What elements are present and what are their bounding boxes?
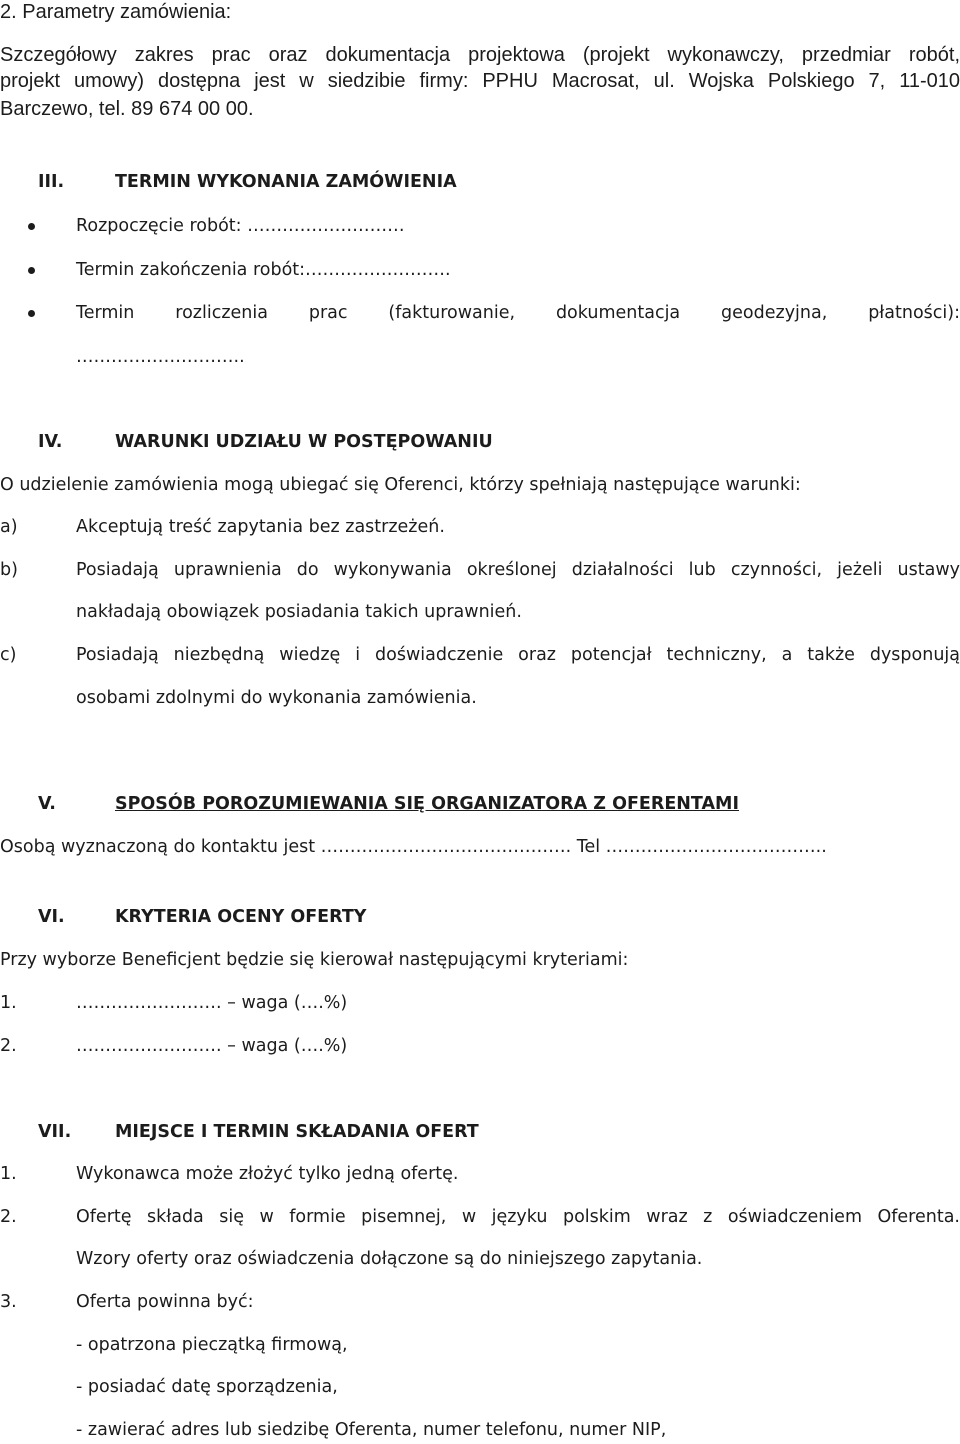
section-2-paragraph-line: Barczewo, tel. 89 674 00 00. [0, 98, 254, 120]
section-title: MIEJSCE I TERMIN SKŁADANIA OFERT [115, 1122, 479, 1142]
list-item-continuation: ……………………….. [76, 347, 245, 367]
condition-item-continuation: nakładają obowiązek posiadania takich uprawnień. [76, 602, 522, 622]
item-label: a) [0, 517, 18, 537]
item-number: 1. [0, 993, 17, 1013]
item-number: 2. [0, 1036, 17, 1056]
section-number: IV. [38, 432, 63, 452]
section-number: III. [38, 172, 65, 192]
section-2-heading: 2. Parametry zamówienia: [0, 1, 232, 23]
section-number: V. [38, 794, 56, 814]
item-number: 3. [0, 1292, 17, 1312]
section-title: WARUNKI UDZIAŁU W POSTĘPOWANIU [115, 432, 493, 452]
offer-rule-continuation: Wzory oferty oraz oświadczenia dołączone są do niniejszego zapytania. [76, 1249, 703, 1269]
item-number: 1. [0, 1164, 17, 1184]
section-number: VII. [38, 1122, 72, 1142]
item-number: 2. [0, 1207, 17, 1227]
section-title: SPOSÓB POROZUMIEWANIA SIĘ ORGANIZATORA Z OFERENTAMI [115, 794, 739, 814]
section-2-paragraph-line: Szczegółowy zakres prac oraz dokumentacja projektowa (projekt wykonawczy, przedmiar robót, [0, 44, 960, 66]
bullet-icon [28, 310, 35, 317]
condition-item-continuation: osobami zdolnymi do wykonania zamówienia. [76, 688, 477, 708]
section-2-paragraph-line: projekt umowy) dostępna jest w siedzibie firmy: PPHU Macrosat, ul. Wojska Polskiego 7, 11-010 [0, 70, 960, 92]
bullet-icon [28, 223, 35, 230]
offer-requirement-item: - zawierać adres lub siedzibę Oferenta, numer telefonu, numer NIP, [76, 1420, 667, 1440]
contact-line: Osobą wyznaczoną do kontaktu jest ……………………………………. Tel ……………………………….. [0, 837, 827, 857]
bullet-icon [28, 267, 35, 274]
section-6-intro: Przy wyborze Beneficjent będzie się kierował następującymi kryteriami: [0, 950, 629, 970]
offer-requirement-item: - posiadać datę sporządzenia, [76, 1377, 338, 1397]
section-number: VI. [38, 907, 65, 927]
item-label: c) [0, 645, 17, 665]
section-4-intro: O udzielenie zamówienia mogą ubiegać się Oferenci, którzy spełniają następujące warunki: [0, 475, 801, 495]
section-title: TERMIN WYKONANIA ZAMÓWIENIA [115, 172, 457, 192]
item-label: b) [0, 560, 18, 580]
offer-requirement-item: - opatrzona pieczątką firmową, [76, 1335, 348, 1355]
document-page: 2. Parametry zamówienia: Szczegółowy zakres prac oraz dokumentacja projektowa (projekt wykonawczy, przedmiar robót, projekt umowy) dostępna jest w siedzibie firmy: PPHU Macrosat, ul. Wojska Polskiego 7, 11-010 Barczewo, tel. 89 674 00 00. III. TERMIN WYKONANIA ZAMÓWIENIA Rozpoczęcie robót: ……………………… Termin zakończenia robót:……………………. Termin rozliczenia prac (fakturowanie, dokumentacja geodezyjna, płatności): ……………………….. IV. WARUNKI UDZIAŁU W POSTĘPOWANIU O udzielenie zamówienia mogą ubiegać się Oferenci, którzy spełniają następujące warunki: a) Akceptują treść zapytania bez zastrzeżeń. b) Posiadają uprawnienia do wykonywania określonej działalności lub czynności, jeżeli ustawy nakładają obowiązek posiadania takich uprawnień. c) Posiadają niezbędną wiedzę i doświadczenie oraz potencjał techniczny, a także dysponują osobami zdolnymi do wykonania zamówienia. V. SPOSÓB POROZUMIEWANIA SIĘ ORGANIZATORA Z OFERENTAMI Osobą wyznaczoną do kontaktu jest ……………………………………. Tel ……………………………….. VI. KRYTERIA OCENY OFERTY Przy wyborze Beneficjent będzie się kierował następującymi kryteriami: 1. ……………………. – waga (….%) 2. ……………………. – waga (….%) VII. MIEJSCE I TERMIN SKŁADANIA OFERT 1. Wykonawca może złożyć tylko jedną ofertę. 2. Ofertę składa się w formie pisemnej, w języku polskim wraz z oświadczeniem Oferenta. Wzory oferty oraz oświadczenia dołączone są do niniejszego zapytania. 3. Oferta powinna być: - opatrzona pieczątką firmową, - posiadać datę sporządzenia, - zawierać adres lub siedzibę Oferenta, numer telefonu, numer NIP, [0, 1, 960, 1440]
section-title: KRYTERIA OCENY OFERTY [115, 907, 367, 927]
